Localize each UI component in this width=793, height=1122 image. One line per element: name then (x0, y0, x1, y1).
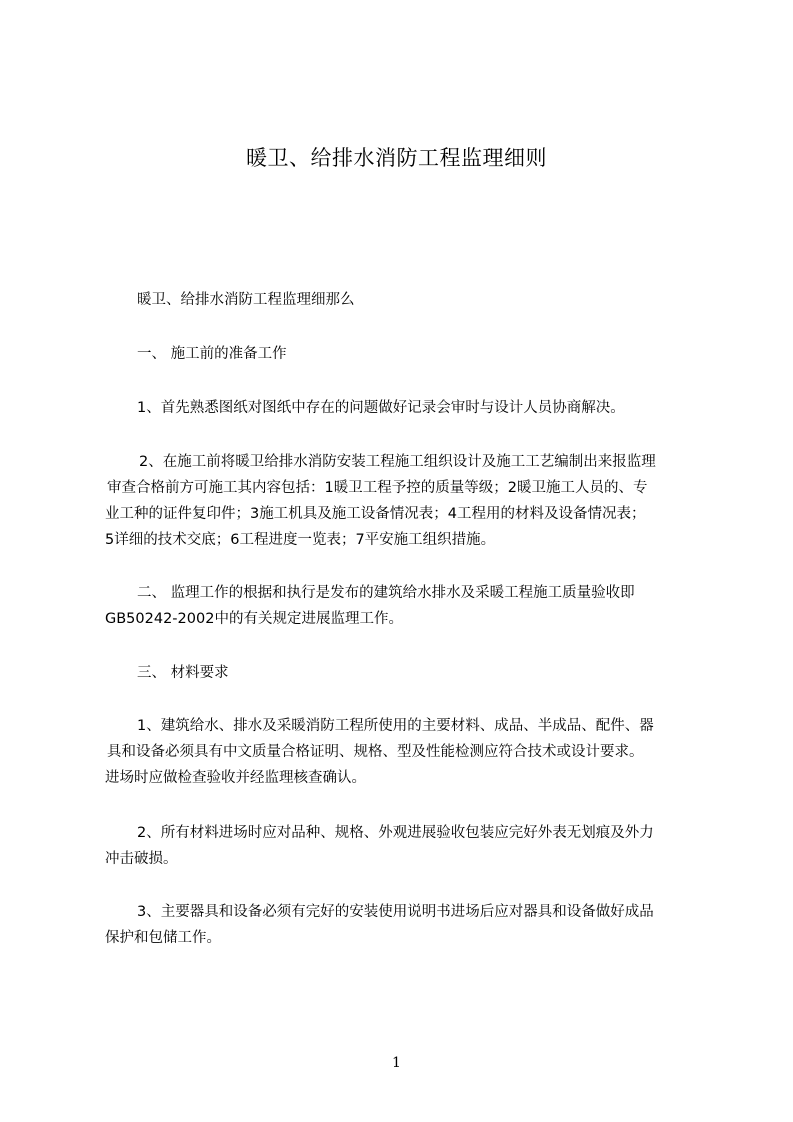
section-3-item-1-line: 1、建筑给水、排水及采暖消防工程所使用的主要材料、成品、半成品、配件、器 (137, 718, 654, 734)
section-1-heading: 一、 施工前的准备工作 (137, 346, 287, 362)
section-2-line: GB50242-2002中的有关规定进展监理工作。 (105, 611, 403, 627)
document-title: 暖卫、给排水消防工程监理细则 (246, 146, 547, 170)
section-3-item-3-line: 保护和包储工作。 (105, 930, 221, 946)
section-3-item-1-line: 进场时应做检查验收并经监理核查确认。 (105, 770, 366, 786)
page-number: 1 (392, 1055, 401, 1071)
section-1-item-1: 1、首先熟悉图纸对图纸中存在的问题做好记录会审时与设计人员协商解决。 (137, 400, 625, 416)
section-3-item-3-line: 3、主要器具和设备必须有完好的安装使用说明书进场后应对器具和设备做好成品 (137, 904, 654, 920)
section-3-heading: 三、 材料要求 (137, 665, 229, 681)
document-subtitle: 暖卫、给排水消防工程监理细那么 (137, 292, 355, 308)
section-3-item-2-line: 2、所有材料进场时应对品种、规格、外观进展验收包装应完好外表无划痕及外力 (137, 825, 654, 841)
section-1-item-2-line: 业工种的证件复印件；3施工机具及施工设备情况表；4工程用的材料及设备情况表； (105, 506, 646, 522)
section-3-item-1-line: 具和设备必须具有中文质量合格证明、规格、型及性能检测应符合技术或设计要求。 (107, 744, 644, 760)
section-1-item-2-line: 2、在施工前将暖卫给排水消防安装工程施工组织设计及施工工艺编制出来报监理 (139, 454, 656, 470)
section-1-item-2-line: 5详细的技术交底；6工程进度一览表；7平安施工组织措施。 (105, 532, 496, 548)
section-1-item-2-line: 审查合格前方可施工其内容包括：1暖卫工程予控的质量等级；2暖卫施工人员的、专 (107, 480, 648, 496)
section-2-line: 二、 监理工作的根据和执行是发布的建筑给水排水及采暖工程施工质量验收即 (137, 585, 635, 601)
section-3-item-2-line: 冲击破损。 (105, 851, 178, 867)
